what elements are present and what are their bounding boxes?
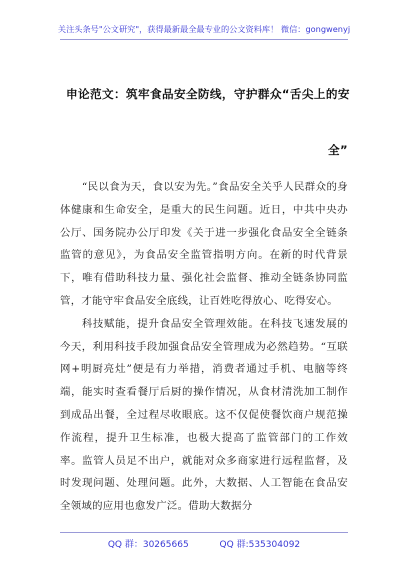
title-line-2: 全”: [327, 143, 348, 157]
title-line-1: 申论范文：筑牢食品安全防线，守护群众“舌尖上的安: [66, 87, 350, 101]
document-title: [66, 66, 348, 178]
footer-qq-group-2: QQ 群:535304092: [219, 540, 301, 550]
header-divider: [60, 39, 348, 40]
document-body: [60, 176, 348, 518]
header-watermark-note: 关注头条号"公文研究"，获得最新最全最专业的公文资料库！ 微信：gongwenyj: [57, 24, 351, 34]
footer-qq-group-1: QQ 群：30265665: [107, 540, 189, 550]
body-paragraph-1: “民以食为天，食以安为先。”食品安全关乎人民群众的身体健康和生命安全，是重大的民生问题。近日，中共中央办公厅、国务院办公厅印发《关于进一步强化食品安全全链条监管的意见》，为食品安全监管指明方向。在新的时代背景下，唯有借助科技力量、强化社会监督、推动全链条协同监管，才能守牢食品安全底线，让百姓吃得放心、吃得安心。: [60, 181, 348, 307]
footer-contact: [0, 537, 408, 550]
body-paragraph-2: 科技赋能，提升食品安全管理效能。在科技飞速发展的今天，利用科技手段加强食品安全管理成为必然趋势。“互联网+明厨亮灶”便是有力举措，消费者通过手机、电脑等终端，能实时查看餐厅后厨的操作情况，从食材清洗加工制作到成品出餐，全过程尽收眼底。这不仅促使餐饮商户规范操作流程，提升卫生标准，也极大提高了监管部门的工作效率。监管人员足不出户，就能对众多商家进行远程监督，及时发现问题、处理问题。此外，大数据、人工智能在食品安全领域的应用也愈发广泛。借助大数据分: [60, 317, 348, 513]
footer-divider: [60, 532, 348, 533]
